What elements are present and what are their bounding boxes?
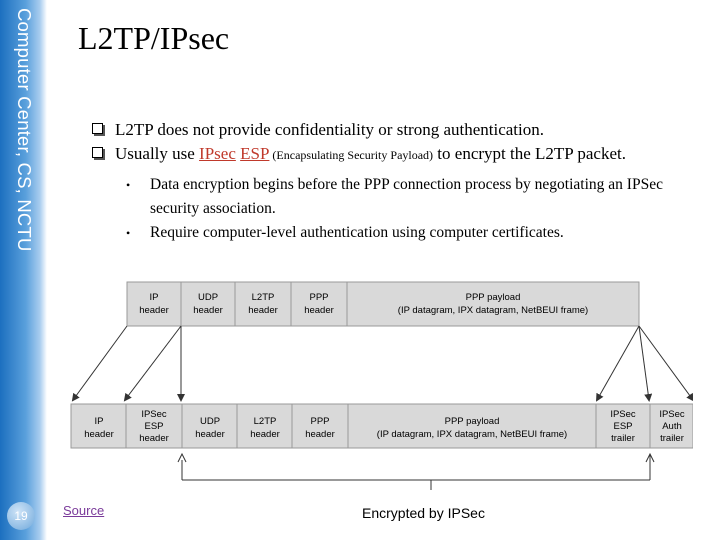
- bottom-label: header: [84, 429, 114, 440]
- esp-link[interactable]: ESP: [240, 144, 270, 163]
- encrypted-bracket: [178, 454, 654, 490]
- top-label: header: [304, 305, 334, 316]
- top-label: (IP datagram, IPX datagram, NetBEUI frame): [397, 305, 589, 316]
- bottom-label: L2TP: [253, 416, 277, 427]
- dot-bullet-icon: •: [126, 178, 131, 192]
- sub-bullet-item: [92, 173, 702, 221]
- bullet-text-pre: Usually use: [115, 144, 200, 163]
- top-label: PPP: [309, 292, 329, 303]
- sidebar-label: Computer Center, CS, NCTU: [14, 8, 35, 252]
- bullet-small-note: (Encapsulating Security Payload): [269, 148, 434, 162]
- bottom-label: UDP: [199, 416, 221, 427]
- bottom-packet-row: [71, 404, 693, 448]
- top-label: L2TP: [251, 292, 275, 303]
- bottom-label: IPSec: [610, 409, 636, 420]
- top-field-ip: [127, 282, 181, 326]
- top-label: header: [193, 305, 223, 316]
- bottom-label: header: [250, 429, 280, 440]
- bottom-label: ESP: [613, 421, 633, 432]
- bullet-text-post: to encrypt the L2TP packet.: [433, 144, 626, 163]
- sub-bullet-text: Require computer-level authentication using computer certificates.: [150, 224, 564, 241]
- page-number: 19: [7, 502, 35, 530]
- top-label: UDP: [197, 292, 219, 303]
- bottom-label: header: [195, 429, 225, 440]
- packet-diagram: [63, 278, 693, 500]
- slide-title: L2TP/IPsec: [78, 20, 230, 56]
- bottom-label: header: [139, 433, 169, 444]
- diagram-connectors: [73, 326, 693, 400]
- top-label: header: [248, 305, 278, 316]
- top-field-udp: [181, 282, 235, 326]
- sub-bullet-text: Data encryption begins before the PPP connection process by negotiating an IPSec security association.: [150, 176, 663, 217]
- top-field-payload: [347, 282, 639, 326]
- dot-bullet-icon: •: [126, 226, 131, 240]
- top-label: IP: [149, 292, 159, 303]
- bullet-text: L2TP does not provide confidentiality or strong authentication.: [115, 120, 545, 139]
- checkbox-bullet-icon: [92, 123, 103, 134]
- checkbox-bullet-icon: [92, 147, 103, 158]
- bottom-label: IPSec: [659, 409, 685, 420]
- top-packet-row: [127, 282, 639, 326]
- top-field-l2tp: [235, 282, 291, 326]
- top-label: header: [139, 305, 169, 316]
- bottom-label: PPP: [310, 416, 330, 427]
- bottom-label: (IP datagram, IPX datagram, NetBEUI frame): [376, 429, 568, 440]
- source-link[interactable]: Source: [63, 503, 105, 518]
- bottom-label: Auth: [662, 421, 682, 432]
- bottom-label: ESP: [144, 421, 164, 432]
- bullet-item: [92, 142, 702, 167]
- bottom-label: PPP payload: [444, 416, 500, 427]
- top-field-ppp: [291, 282, 347, 326]
- bottom-label: IPSec: [141, 409, 167, 420]
- bottom-label: header: [305, 429, 335, 440]
- bullet-list: [92, 118, 702, 245]
- bottom-label: IP: [94, 416, 104, 427]
- top-label: PPP payload: [465, 292, 521, 303]
- sidebar: [0, 0, 47, 540]
- encrypted-label: Encrypted by IPSec: [362, 505, 485, 521]
- bottom-label: trailer: [660, 433, 684, 444]
- ipsec-link[interactable]: IPsec: [199, 144, 236, 163]
- sub-bullet-item: [92, 221, 702, 245]
- bullet-item: [92, 118, 702, 142]
- bottom-label: trailer: [611, 433, 635, 444]
